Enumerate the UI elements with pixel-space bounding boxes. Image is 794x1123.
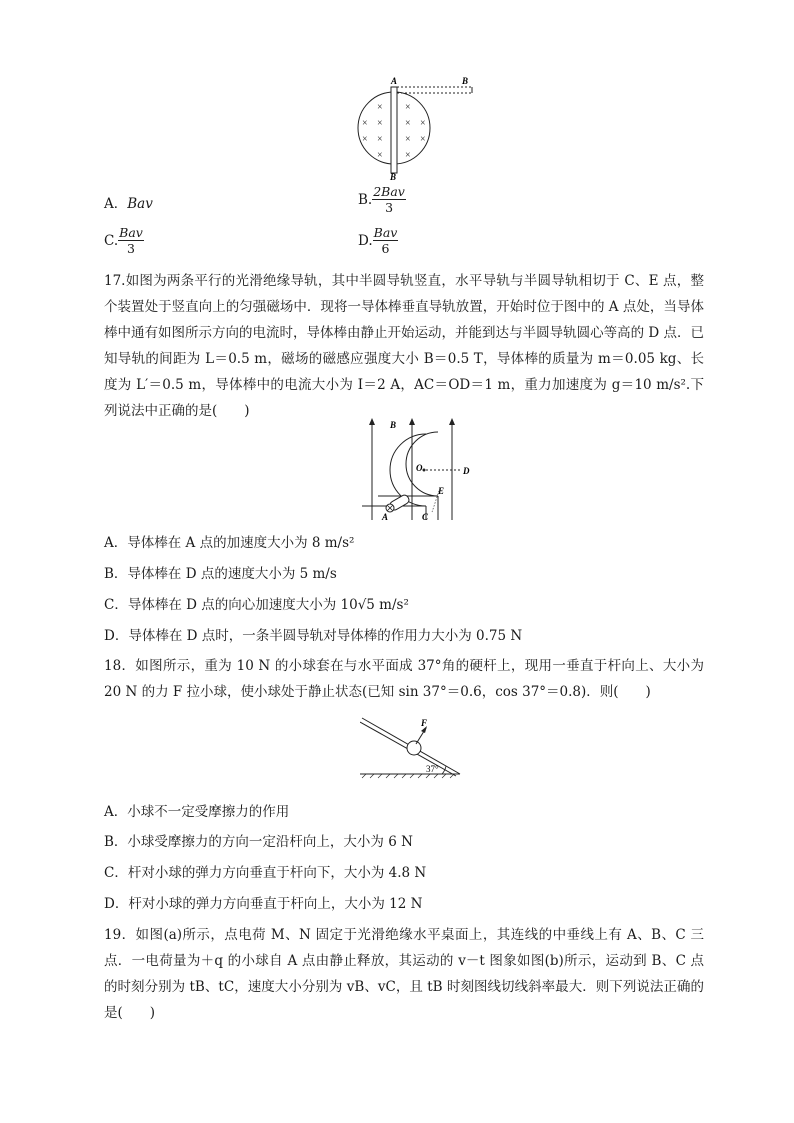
- q17-stem: 17.如图为两条平行的光滑绝缘导轨，其中半圆导轨竖直，水平导轨与半圆导轨相切于 C、E 点，整个装置处于竖直向上的匀强磁场中．现将一导体棒垂直导轨放置，开始时位于图中的 A 点处，当导体棒中通有如图所示方向的电流时，导体棒由静止开始运动，并能到达与半圆导轨圆心等高的 D 点．已知导轨的间距为 L＝0.5 m，磁场的磁感应强度大小 B＝0.5 T，导体棒的质量为 m＝0.05 kg、长度为 L′＝0.5 m，导体棒中的电流大小为 I＝2 A，AC＝OD＝1 m，重力加速度为 g＝10 m/s².下列说法中正确的是( ): [104, 273, 704, 419]
- q18-stem: 18．如图所示，重为 10 N 的小球套在与水平面成 37°角的硬杆上，现用一垂直于杆向上、大小为 20 N 的力 F 拉小球，使小球处于静止状态(已知 sin 37°＝0.6，cos 37°＝0.8)．则( ): [104, 658, 704, 700]
- q16-label-b-bottom: B: [390, 172, 397, 182]
- cross: ×: [377, 102, 383, 113]
- fraction: $\frac{\text{2Bav}}{3}$: [373, 184, 405, 215]
- q18-label-f: F: [421, 718, 428, 728]
- cross: ×: [377, 150, 383, 161]
- q19-stem: 19．如图(a)所示，点电荷 M、N 固定于光滑绝缘水平桌面上，其连线的中垂线上有 A、B、C 三点．一电荷量为＋q 的小球自 A 点由静止释放，其运动的 v－t 图象如图(b)所示，运动到 B、C 点的时刻分别为 tB、tC，速度大小分别为 vB、vC，且 tB 时刻图线切线斜率最大．则下列说法正确的是( ): [104, 927, 704, 1021]
- cross: ×: [420, 134, 426, 145]
- cross: ×: [405, 134, 411, 145]
- fraction: $\frac{\text{Bav}}{6}$: [373, 225, 398, 256]
- q17-option-a: A．导体棒在 A 点的加速度大小为 8 m/s²: [104, 535, 355, 551]
- cross: ×: [405, 150, 411, 161]
- q16-option-b: [358, 184, 406, 215]
- q17-label-b: B: [390, 420, 397, 430]
- q17-option-d: D．导体棒在 D 点时，一条半圆导轨对导体棒的作用力大小为 0.75 N: [104, 628, 523, 644]
- cross: ×: [405, 118, 411, 129]
- q17-label-d: D: [463, 466, 470, 476]
- q16-option-d: [358, 225, 398, 256]
- q17-label-c: C: [422, 512, 429, 522]
- cross: ×: [362, 118, 368, 129]
- option-label: C.: [104, 232, 119, 249]
- q18-option-d: D．杆对小球的弹力方向垂直于杆向上，大小为 12 N: [104, 896, 423, 912]
- cross: ×: [362, 134, 368, 145]
- q17-label-e: E: [438, 486, 445, 496]
- option-expr: Bav: [127, 196, 153, 212]
- q18-figure: [360, 716, 470, 782]
- option-label: A．: [104, 196, 128, 212]
- q17-label-a: A: [382, 512, 389, 522]
- q18-option-c: C．杆对小球的弹力方向垂直于杆向下，大小为 4.8 N: [104, 865, 427, 881]
- q16-option-a: [104, 192, 153, 212]
- q18-option-a: A．小球不一定受摩擦力的作用: [104, 804, 290, 820]
- cross: ×: [405, 102, 411, 113]
- q16-label-b-right: B: [462, 76, 469, 86]
- q17-figure: [360, 416, 490, 524]
- cross: ×: [420, 118, 426, 129]
- q17-option-b: B．导体棒在 D 点的速度大小为 5 m/s: [104, 566, 337, 582]
- q18-option-b: B．小球受摩擦力的方向一定沿杆向上，大小为 6 N: [104, 834, 413, 850]
- option-label: D.: [358, 232, 373, 249]
- q16-label-a: A: [391, 76, 398, 86]
- q16-option-c: [104, 225, 144, 256]
- q17-option-c: C．导体棒在 D 点的向心加速度大小为 10√5 m/s²: [104, 597, 409, 613]
- q17-label-o: O: [416, 463, 423, 473]
- option-label: B.: [358, 191, 373, 208]
- cross: ×: [377, 118, 383, 129]
- fraction: $\frac{\text{Bav}}{3}$: [119, 225, 143, 256]
- q18-label-angle: 37°: [426, 764, 439, 774]
- q16-figure: [350, 74, 480, 182]
- cross: ×: [377, 134, 383, 145]
